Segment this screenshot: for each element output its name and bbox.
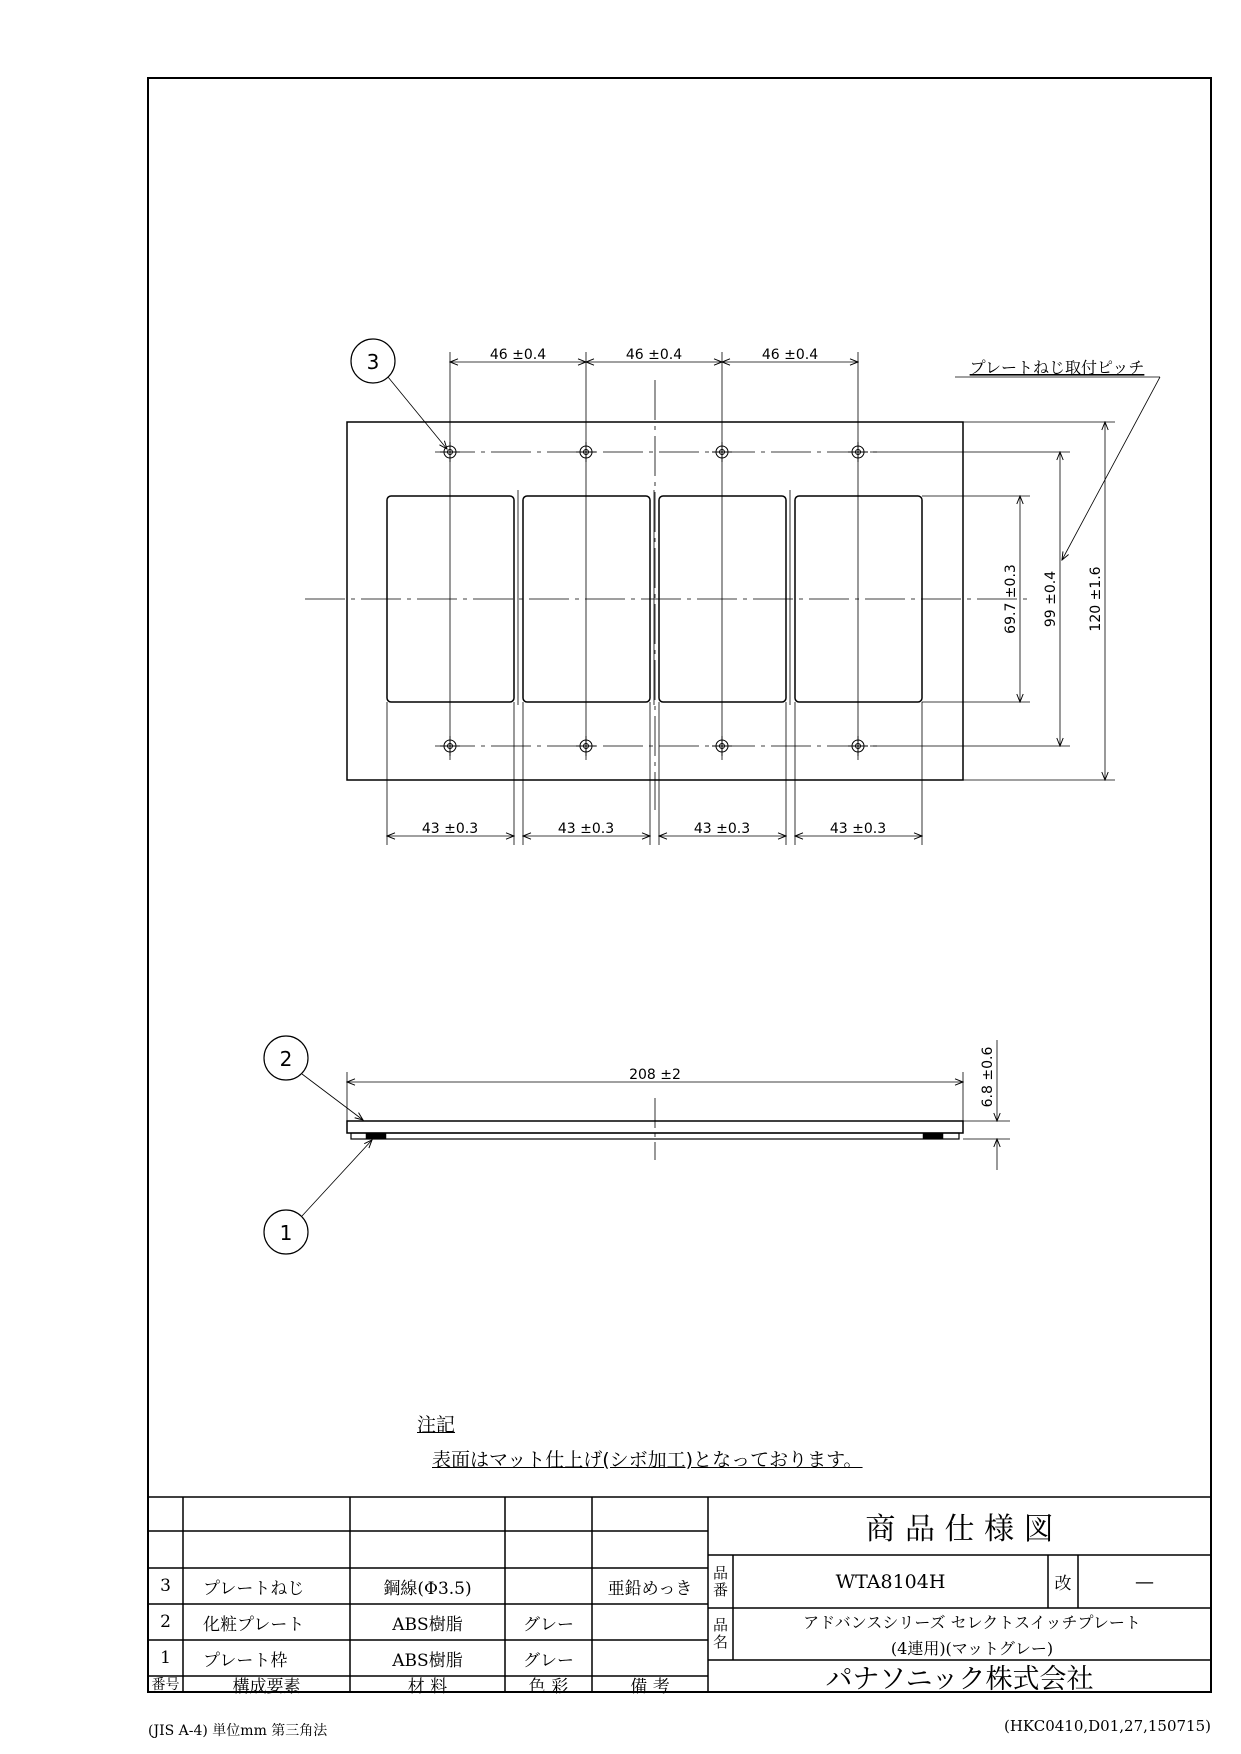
part-color: グレー — [523, 1650, 574, 1671]
dim-label: 43 ±0.3 — [557, 821, 615, 837]
dim-label: 43 ±0.3 — [693, 821, 751, 837]
part-material: ABS樹脂 — [392, 1614, 463, 1635]
standard-note: (JIS A-4) 単位mm 第三角法 — [148, 1723, 328, 1739]
dim-label: 208 ±2 — [629, 1067, 681, 1083]
product-name-line2: (4連用)(マットグレー) — [890, 1638, 1054, 1658]
header-color: 色 彩 — [528, 1676, 569, 1697]
revision-value: — — [1135, 1570, 1154, 1593]
dim-label: 120 ±1.6 — [1088, 566, 1104, 632]
part-remarks — [592, 1604, 708, 1640]
dim-label: 46 ±0.4 — [489, 347, 547, 363]
part-component: 化粧プレート — [203, 1614, 305, 1635]
part-remarks: 亜鉛めっき — [607, 1578, 693, 1599]
part-no-value: WTA8104H — [835, 1570, 946, 1593]
dim-label: 6.8 ±0.6 — [980, 1046, 996, 1108]
header-remarks: 備 考 — [630, 1676, 670, 1697]
product-name-line1: アドバンスシリーズ セレクトスイッチプレート — [803, 1612, 1141, 1632]
callout-number: 3 — [366, 350, 380, 374]
dim-label: 46 ±0.4 — [761, 347, 819, 363]
header-number: 番号 — [151, 1677, 180, 1693]
company-name: パナソニック株式会社 — [825, 1663, 1094, 1695]
document-title: 商 品 仕 様 図 — [865, 1512, 1054, 1547]
notes-heading: 注記 — [417, 1414, 456, 1436]
dim-label: 46 ±0.4 — [625, 347, 683, 363]
part-color — [505, 1568, 592, 1604]
part-number: 3 — [160, 1576, 171, 1596]
product-name-label: 品名 — [712, 1616, 728, 1651]
part-number: 1 — [160, 1648, 171, 1668]
part-material: 鋼線(Φ3.5) — [383, 1578, 472, 1599]
part-component: プレート枠 — [203, 1650, 288, 1671]
part-no-label: 品番 — [712, 1563, 728, 1599]
part-component: プレートねじ — [203, 1578, 305, 1599]
callout-number: 1 — [279, 1221, 293, 1245]
part-remarks — [592, 1640, 708, 1676]
header-material: 材 料 — [407, 1676, 448, 1697]
header-component: 構成要素 — [232, 1676, 301, 1697]
dim-label: 99 ±0.4 — [1043, 570, 1059, 628]
callout-number: 2 — [279, 1047, 293, 1071]
notes-body: 表面はマット仕上げ(シボ加工)となっております。 — [432, 1449, 863, 1471]
document-code: (HKC0410,D01,27,150715) — [1003, 1717, 1211, 1735]
dim-label: 69.7 ±0.3 — [1003, 564, 1019, 634]
dim-label: 43 ±0.3 — [829, 821, 887, 837]
front-view — [305, 339, 1160, 845]
part-material: ABS樹脂 — [392, 1650, 463, 1671]
part-number: 2 — [160, 1612, 171, 1632]
part-color: グレー — [523, 1614, 574, 1635]
dim-label: 43 ±0.3 — [421, 821, 479, 837]
screw-pitch-label: プレートねじ取付ピッチ — [969, 358, 1145, 377]
revision-label: 改 — [1054, 1574, 1072, 1594]
